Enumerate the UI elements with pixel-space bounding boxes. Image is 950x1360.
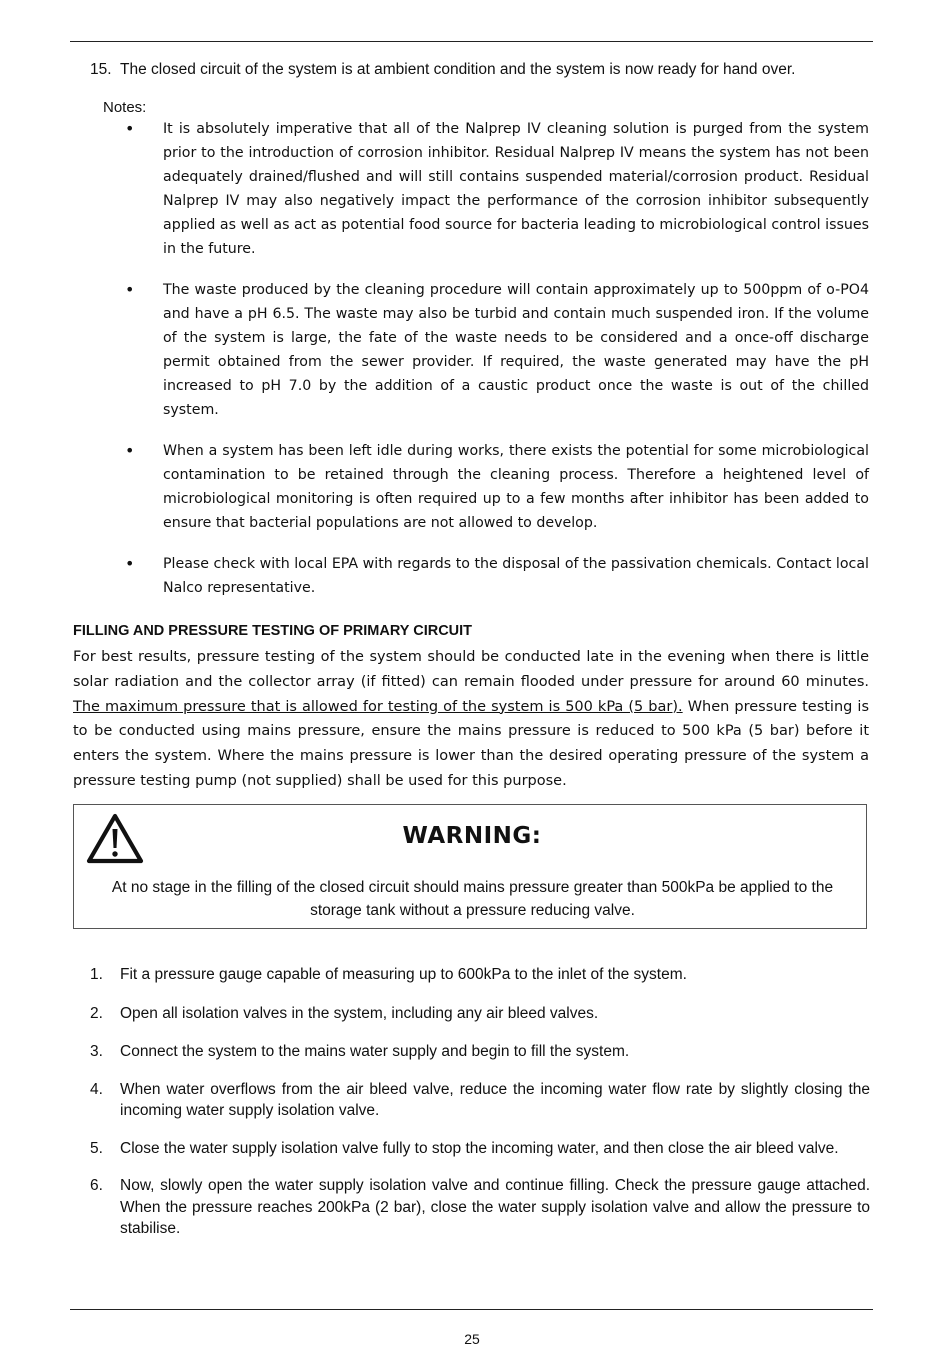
note-text: The waste produced by the cleaning procedure will contain approximately up to 500ppm of o-PO4 and have a pH 6.5. The waste may also be turbid and contain much suspended iron. If the volume of the system is large, the fate of the waste needs to be considered and a once-off discharge permit obtained from the sewer provider. If required, the waste generated may have the pH increased to pH 7.0 by the addition of a caustic product once the waste is out of the chilled system. [163, 282, 869, 418]
list-item [90, 1041, 870, 1063]
page-number: 25 [464, 1331, 480, 1347]
paragraph-underlined-text: The maximum pressure that is allowed for testing of the system is 500 kPa (5 bar). [73, 698, 683, 715]
note-item [125, 552, 869, 600]
step-15 [90, 59, 880, 80]
bullet-icon: • [125, 554, 135, 573]
notes-label: Notes: [103, 99, 147, 116]
note-item [125, 439, 869, 535]
step-text: Now, slowly open the water supply isolation valve and continue filling. Check the pressure gauge attached. When the pressure reaches 200kPa (2 bar), close the water supply isolation valve and allow the pressure to stabilise. [120, 1177, 870, 1237]
bullet-icon: • [125, 119, 135, 138]
notes-list [125, 117, 869, 600]
list-item [90, 1003, 870, 1025]
bullet-icon: • [125, 280, 135, 299]
step-number: 4. [90, 1080, 103, 1098]
list-item [90, 1079, 870, 1122]
step-text: Open all isolation valves in the system, including any air bleed valves. [120, 1004, 599, 1022]
step-number: 6. [90, 1177, 103, 1194]
step-text: Connect the system to the mains water supply and begin to fill the system. [120, 1043, 630, 1060]
footer-rule [70, 1309, 873, 1310]
warning-title-text: WARNING: [402, 823, 542, 849]
list-item [90, 964, 870, 986]
list-item [90, 1175, 870, 1240]
note-text: Please check with local EPA with regards to the disposal of the passivation chemicals. Contact local Nalco representative. [163, 556, 869, 596]
note-item [125, 278, 869, 422]
step-number: 5. [90, 1139, 103, 1157]
note-text: It is absolutely imperative that all of the Nalprep IV cleaning solution is purged from the system prior to the introduction of corrosion inhibitor. Residual Nalprep IV means the system has not been adequately drained/flushed and will still contains suspended material/corrosion product. Residual Nalprep IV may also negatively impact the performance of the corrosion inhibitor subsequently applied as well as act as potential food source for bacteria leading to microbiological control issues in the future. [163, 121, 869, 257]
step-text: The closed circuit of the system is at ambient condition and the system is now ready for hand over. [120, 61, 796, 78]
paragraph-text: When pressure testing is to be conducted using mains pressure, ensure the mains pressure is reduced to 500 kPa (5 bar) before it enters the system. Where the mains pressure is lower than the desired operating pressure of the system a pressure testing pump (not supplied) shall be used for this purpose. [73, 698, 870, 789]
steps-list [90, 964, 870, 1240]
step-number: 1. [90, 966, 103, 983]
list-item [90, 1138, 870, 1160]
warning-title [74, 823, 866, 849]
warning-box [73, 804, 867, 929]
warning-body: At no stage in the filling of the closed circuit should mains pressure greater than 500kPa be applied to the storage tank without a pressure reducing valve. [111, 879, 834, 919]
header-rule [70, 41, 873, 42]
step-text: Fit a pressure gauge capable of measuring up to 600kPa to the inlet of the system. [120, 966, 687, 983]
step-number: 15. [90, 61, 112, 78]
step-text: When water overflows from the air bleed valve, reduce the incoming water flow rate by slightly closing the incoming water supply isolation valve. [120, 1080, 870, 1119]
step-number: 3. [90, 1043, 103, 1060]
paragraph-text: For best results, pressure testing of the system should be conducted late in the evening when there is little solar radiation and the collector array (if fitted) can remain flooded under pressure for around 60 minutes. [73, 649, 869, 690]
bullet-icon: • [125, 441, 135, 460]
section-paragraph [73, 645, 869, 794]
note-item [125, 117, 869, 261]
note-text: When a system has been left idle during works, there exists the potential for some microbiological contamination to be retained through the cleaning process. Therefore a heightened level of microbiological monitoring is often required up to a few months after inhibitor has been added to ensure that bacterial populations are not allowed to develop. [163, 443, 869, 531]
step-text: Close the water supply isolation valve fully to stop the incoming water, and then close the air bleed valve. [120, 1139, 839, 1157]
step-number: 2. [90, 1004, 103, 1022]
section-heading: FILLING AND PRESSURE TESTING OF PRIMARY CIRCUIT [73, 623, 473, 639]
